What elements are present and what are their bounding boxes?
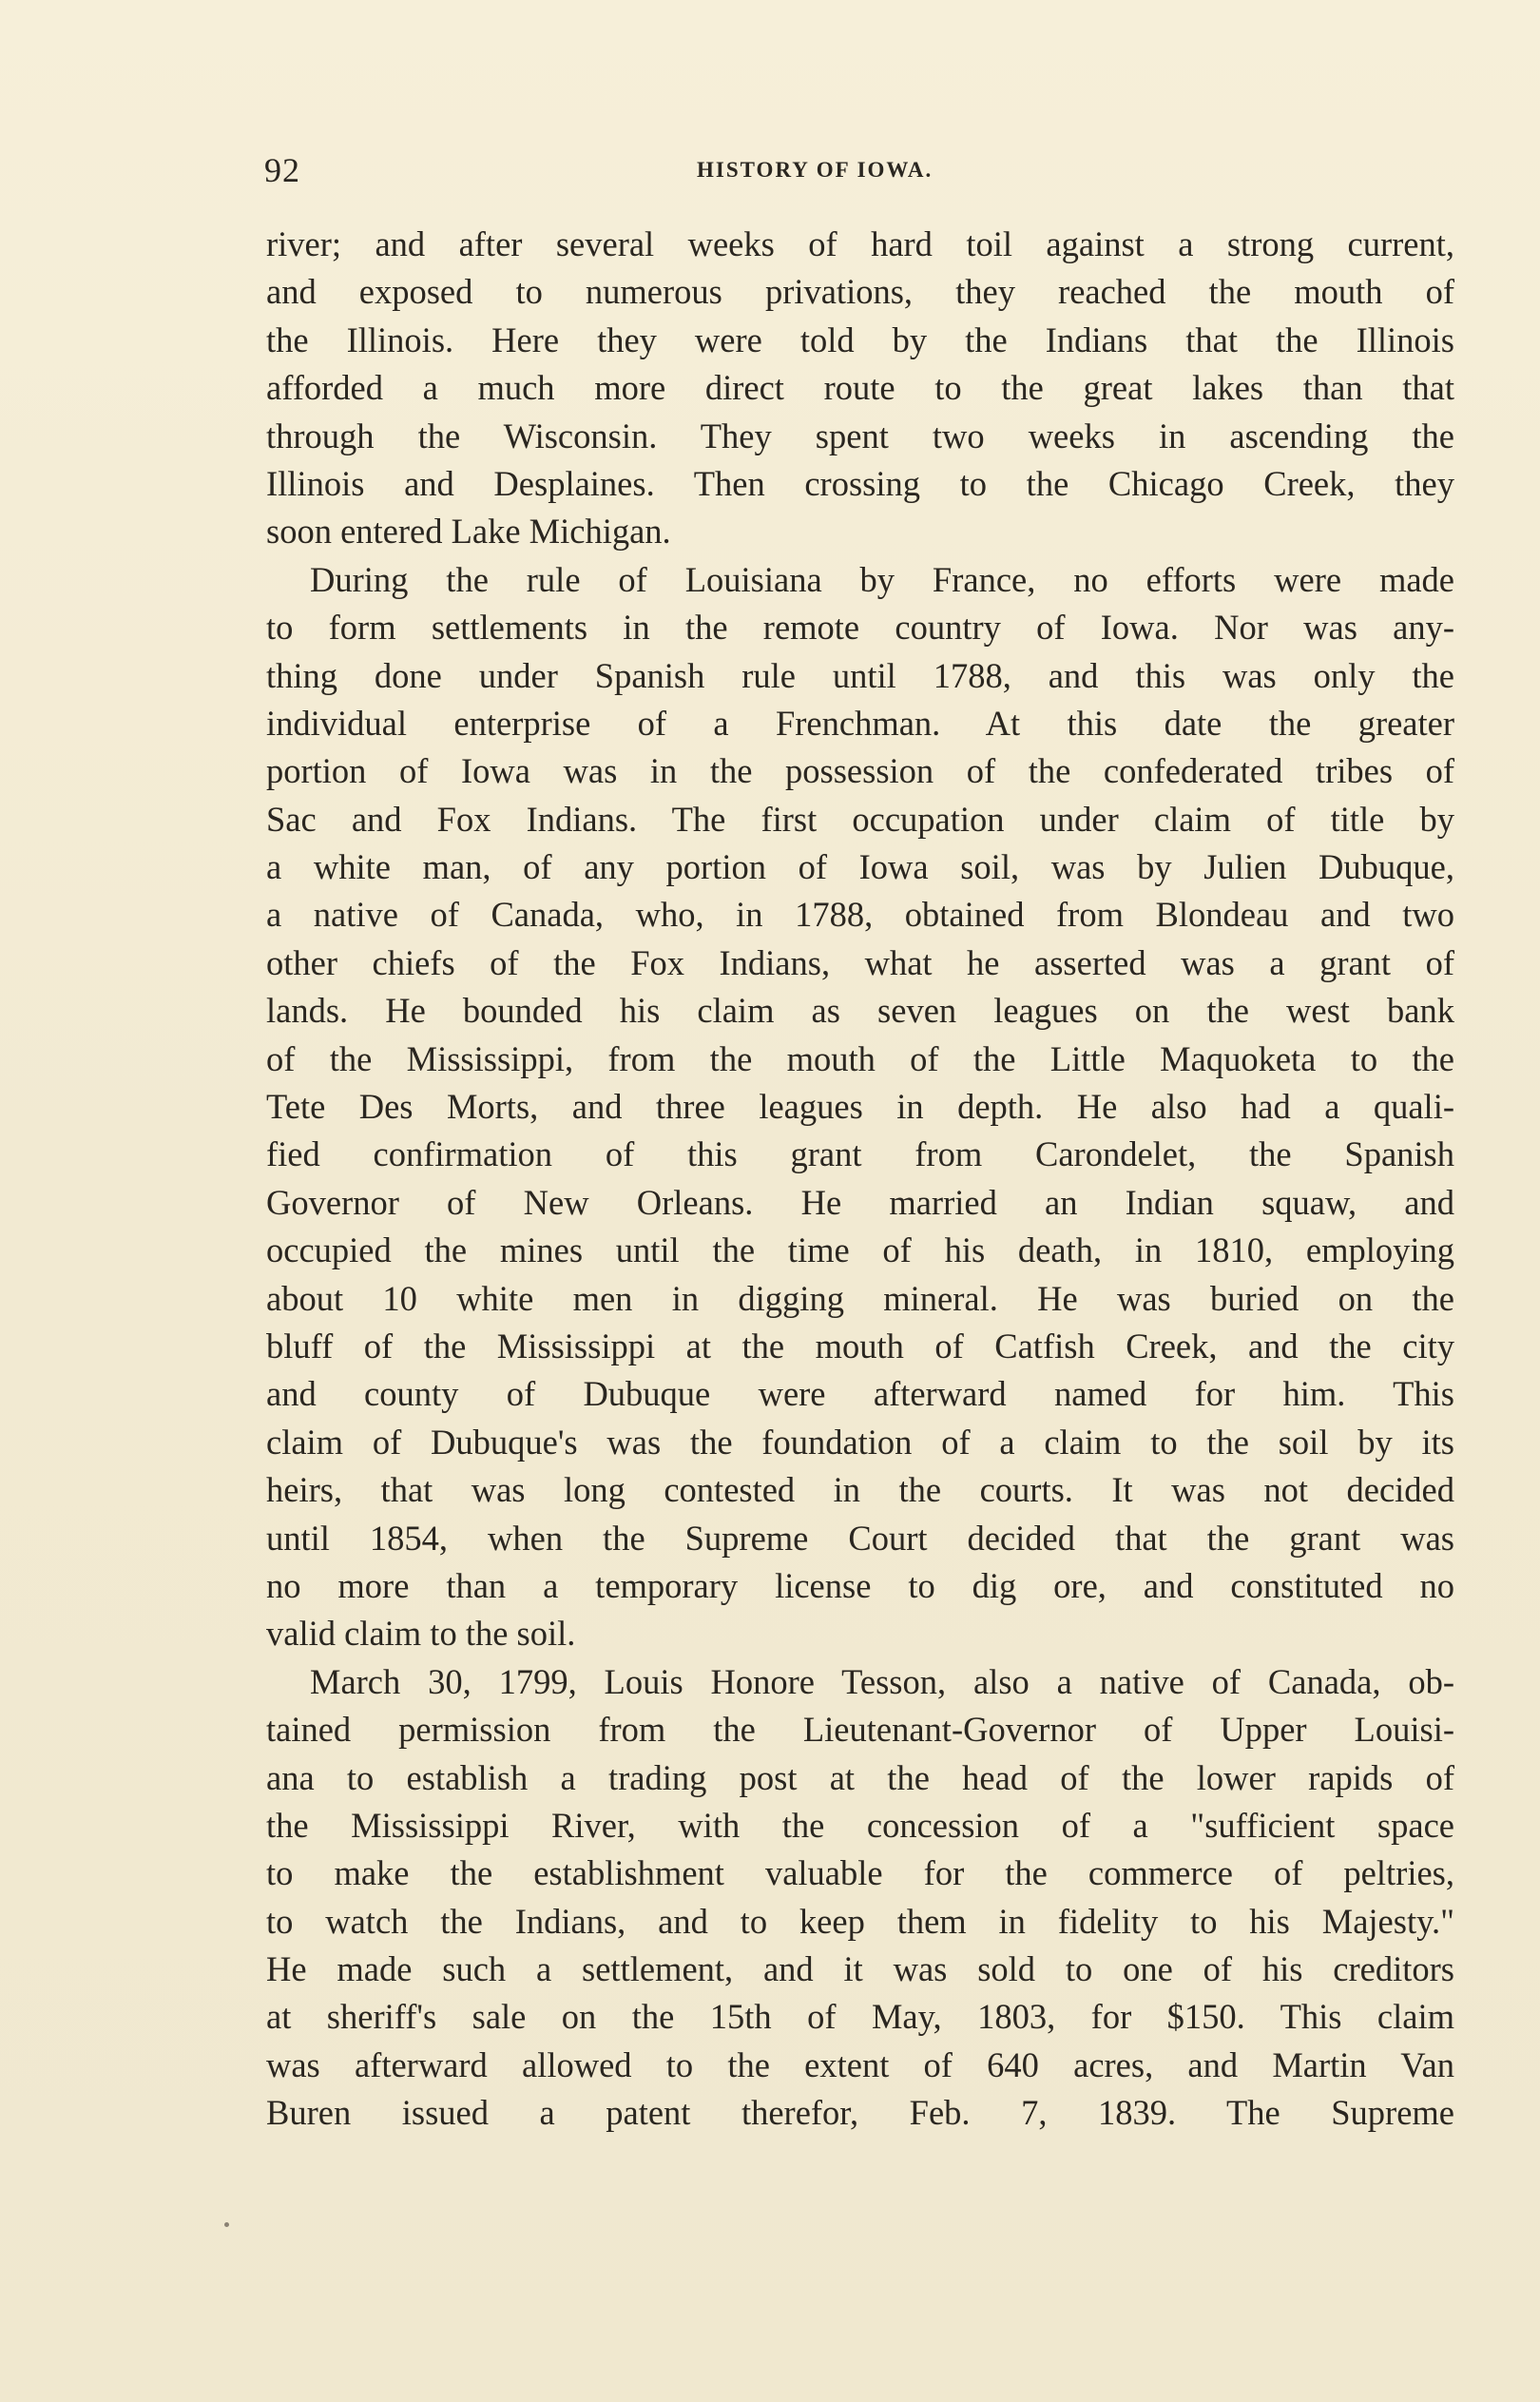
text-line: heirs, that was long contested in the courts. It was not decided bbox=[266, 1470, 1454, 1510]
text-line: through the Wisconsin. They spent two weeks in ascending the bbox=[266, 416, 1454, 455]
text-line: ana to establish a trading post at the head of the lower rapids of bbox=[266, 1757, 1454, 1797]
text-line: He made such a settlement, and it was sold to one of his creditors bbox=[266, 1949, 1454, 1989]
text-line: lands. He bounded his claim as seven leagues on the west bank bbox=[266, 991, 1454, 1031]
text-line: Sac and Fox Indians. The first occupation under claim of title by bbox=[266, 799, 1454, 839]
paper-speck bbox=[224, 2222, 229, 2227]
text-line: afforded a much more direct route to the great lakes than that bbox=[266, 368, 1454, 408]
text-line: claim of Dubuque's was the foundation of a claim to the soil by its bbox=[266, 1422, 1454, 1462]
page-header bbox=[264, 145, 1462, 202]
text-line: bluff of the Mississippi at the mouth of Catfish Creek, and the city bbox=[266, 1326, 1454, 1366]
text-line: until 1854, when the Supreme Court decided that the grant was bbox=[266, 1518, 1454, 1558]
text-line: other chiefs of the Fox Indians, what he asserted was a grant of bbox=[266, 942, 1454, 982]
text-line: occupied the mines until the time of his death, in 1810, employing bbox=[266, 1230, 1454, 1270]
text-line: tained permission from the Lieutenant-Governor of Upper Louisi- bbox=[266, 1710, 1454, 1750]
text-line: portion of Iowa was in the possession of the confederated tribes of bbox=[266, 751, 1454, 791]
text-line: about 10 white men in digging mineral. He was buried on the bbox=[266, 1278, 1454, 1318]
text-line: soon entered Lake Michigan. bbox=[266, 512, 671, 552]
text-line: no more than a temporary license to dig ore, and constituted no bbox=[266, 1565, 1454, 1605]
text-line: river; and after several weeks of hard toil against a strong current, bbox=[266, 224, 1454, 263]
text-line: and county of Dubuque were afterward named for him. This bbox=[266, 1374, 1454, 1414]
text-line: valid claim to the soil. bbox=[266, 1614, 576, 1654]
running-head: HISTORY OF IOWA. bbox=[697, 158, 934, 182]
text-line: During the rule of Louisiana by France, no efforts were made bbox=[310, 559, 1454, 599]
text-line: of the Mississippi, from the mouth of the Little Maquoketa to the bbox=[266, 1038, 1454, 1078]
text-line: to make the establishment valuable for the commerce of peltries, bbox=[266, 1853, 1454, 1893]
text-line: Illinois and Desplaines. Then crossing to the Chicago Creek, they bbox=[266, 463, 1454, 503]
text-line: Buren issued a patent therefor, Feb. 7, 1839. The Supreme bbox=[266, 2093, 1454, 2133]
text-line: March 30, 1799, Louis Honore Tesson, also a native of Canada, ob- bbox=[310, 1661, 1454, 1701]
text-line: thing done under Spanish rule until 1788, and this was only the bbox=[266, 655, 1454, 695]
text-line: at sheriff's sale on the 15th of May, 1803, for $150. This claim bbox=[266, 1997, 1454, 2037]
text-line: the Illinois. Here they were told by the Indians that the Illinois bbox=[266, 320, 1454, 359]
text-line: Governor of New Orleans. He married an Indian squaw, and bbox=[266, 1182, 1454, 1222]
text-line: was afterward allowed to the extent of 640 acres, and Martin Van bbox=[266, 2044, 1454, 2084]
text-line: to watch the Indians, and to keep them in fidelity to his Majesty." bbox=[266, 1901, 1454, 1941]
text-line: and exposed to numerous privations, they reached the mouth of bbox=[266, 272, 1454, 312]
text-line: a native of Canada, who, in 1788, obtained from Blondeau and two bbox=[266, 895, 1454, 935]
text-line: Tete Des Morts, and three leagues in depth. He also had a quali- bbox=[266, 1087, 1454, 1127]
page-number: 92 bbox=[264, 151, 300, 189]
body-text bbox=[266, 221, 1454, 2138]
text-line: the Mississippi River, with the concession of a "sufficient space bbox=[266, 1805, 1454, 1845]
text-line: a white man, of any portion of Iowa soil, was by Julien Dubuque, bbox=[266, 847, 1454, 887]
text-line: fied confirmation of this grant from Carondelet, the Spanish bbox=[266, 1134, 1454, 1174]
text-line: to form settlements in the remote country of Iowa. Nor was any- bbox=[266, 608, 1454, 648]
text-line: individual enterprise of a Frenchman. At this date the greater bbox=[266, 703, 1454, 743]
